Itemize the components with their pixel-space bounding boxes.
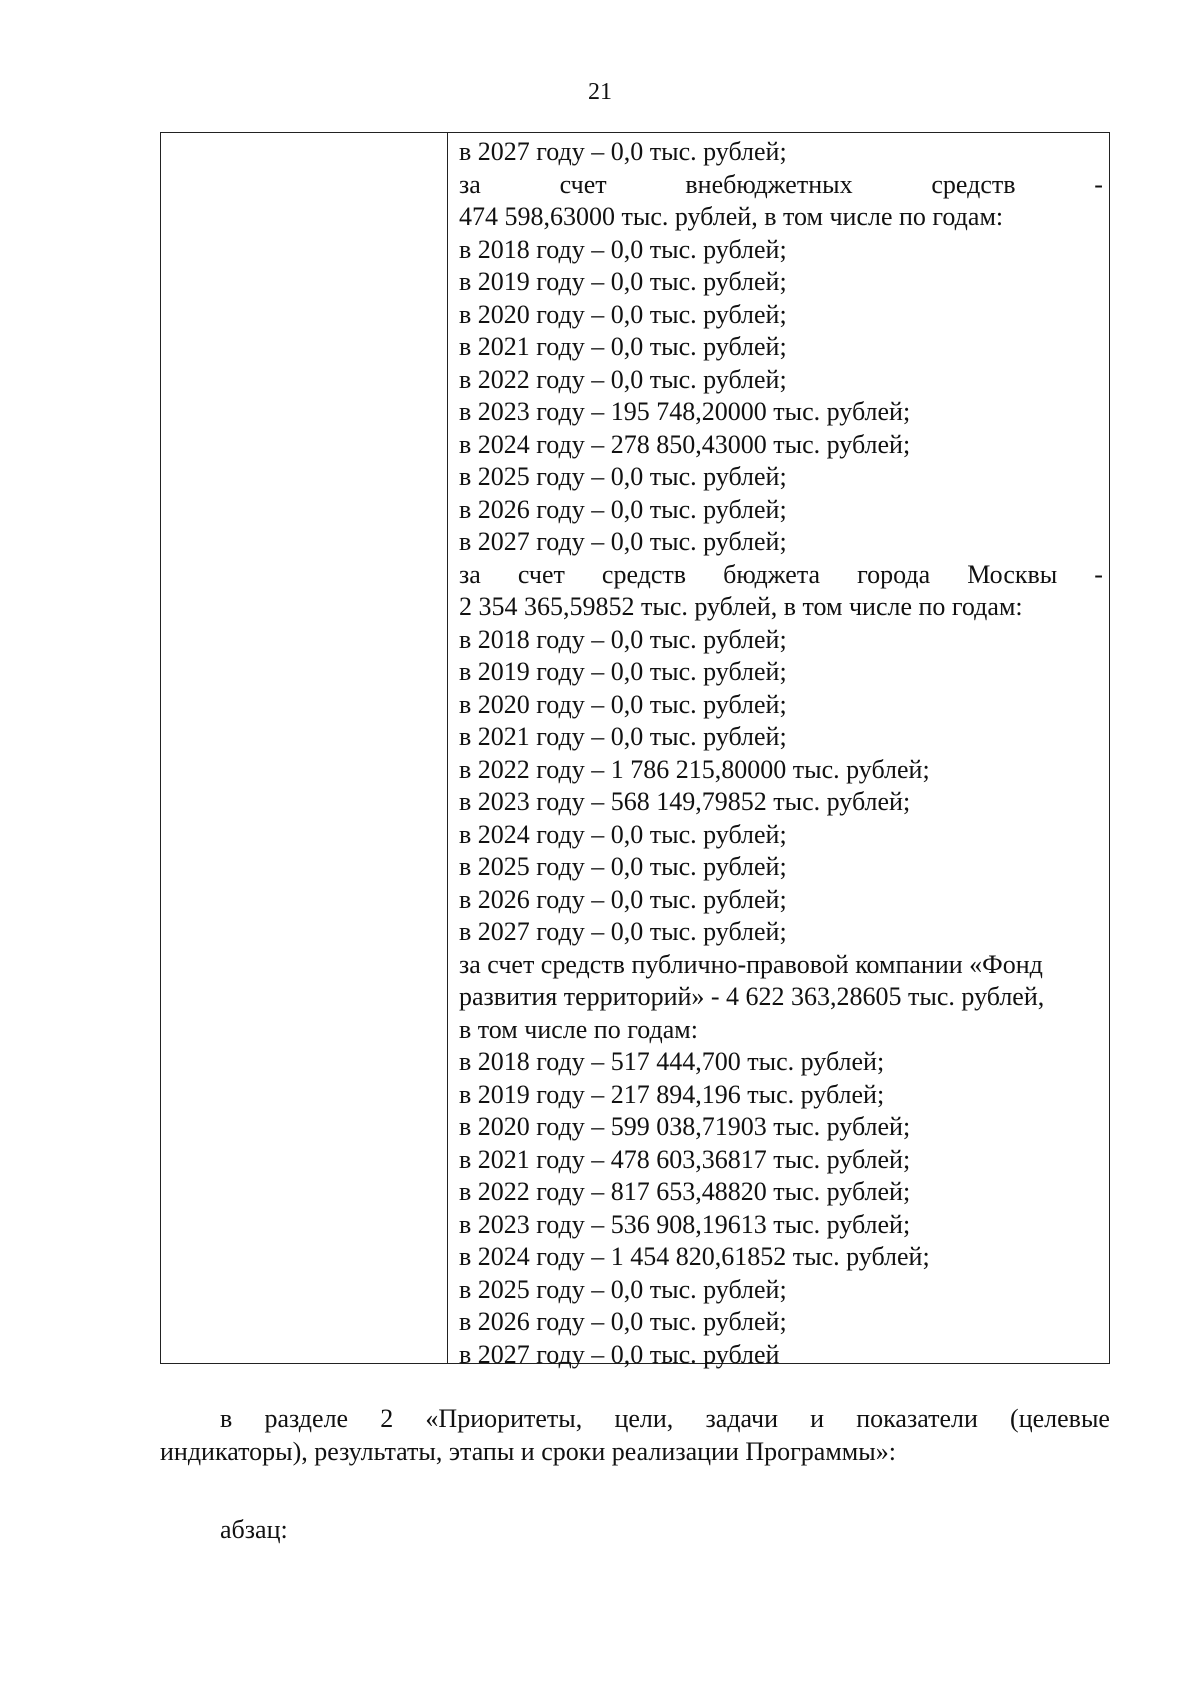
table-line: в 2019 году – 0,0 тыс. рублей; [459,267,787,296]
table-line: в 2022 году – 1 786 215,80000 тыс. рублей; [459,754,930,784]
table-line [459,559,1103,592]
table-line: в 2024 году – 278 850,43000 тыс. рублей; [459,429,911,459]
table-line-word: счет [517,559,565,589]
page-number: 21 [588,79,612,105]
table-line: в 2022 году – 817 653,48820 тыс. рублей; [459,1177,911,1206]
table-line: в 2018 году – 517 444,700 тыс. рублей; [459,1047,885,1076]
table-line: в 2023 году – 536 908,19613 тыс. рублей; [459,1209,911,1239]
table-line: в 2026 году – 0,0 тыс. рублей; [459,884,787,914]
table-right-cell [448,133,1109,1369]
table-line-word: средств [601,559,687,589]
table-line: в 2025 году – 0,0 тыс. рублей; [459,1274,787,1304]
table-left-cell [161,133,448,1363]
table-line: в 2021 году – 0,0 тыс. рублей; [459,332,787,361]
section-paragraph-line-2: индикаторы), результаты, этапы и сроки реализации Программы»: [160,1437,896,1466]
table-line: в 2026 году – 0,0 тыс. рублей; [459,494,787,524]
paragraph-word: и [810,1404,825,1433]
table-line: в 2027 году – 0,0 тыс. рублей; [459,137,787,166]
table-line: в 2021 году – 0,0 тыс. рублей; [459,722,787,751]
paragraph-word: (целевые [1010,1404,1110,1433]
table-line-word: за [459,559,481,589]
table-line: 474 598,63000 тыс. рублей, в том числе по годам: [459,202,1004,231]
funding-table [160,132,1110,1369]
table-line-word: средств [931,169,1016,199]
table-line-word: Москвы [967,559,1058,589]
table-line-word: - [1094,559,1103,589]
table-line: в 2023 году – 568 149,79852 тыс. рублей; [459,787,911,816]
table-line: в 2021 году – 478 603,36817 тыс. рублей; [459,1144,911,1174]
paragraph-word: в [220,1404,233,1433]
table-line: в том числе по годам: [459,1014,698,1044]
table-line: в 2019 году – 0,0 тыс. рублей; [459,657,787,686]
table-line: в 2027 году – 0,0 тыс. рублей [459,1339,780,1369]
section-paragraph [160,1402,1110,1468]
table-line-word: счет [559,169,607,199]
paragraph-word: задачи [705,1404,778,1433]
table-line: в 2027 году – 0,0 тыс. рублей; [459,527,787,556]
table-line-word: за [459,169,481,199]
table-line: в 2022 году – 0,0 тыс. рублей; [459,364,787,394]
section-paragraph-line-1 [160,1402,1110,1435]
paragraph-word: показатели [856,1404,978,1433]
table-line: в 2024 году – 0,0 тыс. рублей; [459,819,787,849]
table-line: в 2023 году – 195 748,20000 тыс. рублей; [459,397,911,426]
table-line: в 2019 году – 217 894,196 тыс. рублей; [459,1079,885,1109]
table-line-word: внебюджетных [685,169,853,199]
paragraph-word: разделе [264,1404,349,1433]
table-line: в 2020 году – 0,0 тыс. рублей; [459,689,787,719]
table-line: 2 354 365,59852 тыс. рублей, в том числе по годам: [459,592,1023,621]
table-line: в 2026 году – 0,0 тыс. рублей; [459,1307,787,1336]
table-line: в 2025 году – 0,0 тыс. рублей; [459,462,787,491]
table-line: в 2018 году – 0,0 тыс. рублей; [459,624,787,654]
table-line-word: бюджета [723,559,821,589]
table-line: в 2027 году – 0,0 тыс. рублей; [459,917,787,946]
table-line [459,169,1103,202]
paragraph-word: 2 [380,1404,394,1433]
table-line-word: города [857,559,931,589]
table-line: развития территорий» - 4 622 363,28605 тыс. рублей, [459,982,1045,1011]
table-line-word: - [1094,169,1103,199]
table-line: в 2024 году – 1 454 820,61852 тыс. рублей; [459,1242,930,1271]
table-line: за счет средств публично-правовой компании «Фонд [459,949,1043,979]
table-line: в 2020 году – 0,0 тыс. рублей; [459,299,787,329]
table-line: в 2020 году – 599 038,71903 тыс. рублей; [459,1112,911,1141]
paragraph-word: «Приоритеты, [425,1404,583,1433]
paragraph-label: абзац: [220,1515,288,1544]
table-line: в 2025 году – 0,0 тыс. рублей; [459,852,787,881]
paragraph-word: цели, [614,1404,674,1433]
table-line: в 2018 году – 0,0 тыс. рублей; [459,234,787,264]
